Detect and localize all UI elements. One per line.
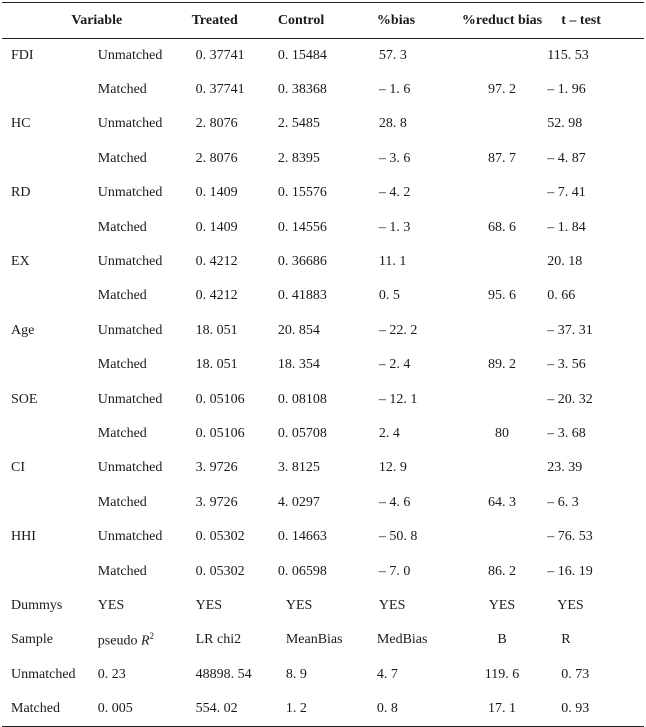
stats-b: 17. 1 [487,700,516,716]
table-row [2,279,644,313]
dummies-value: YES [557,597,584,613]
bias-value: 0. 5 [378,288,400,304]
variable-name: RD [11,185,31,201]
control-value: 4. 0297 [277,494,320,510]
stats-r: 0. 73 [561,666,590,682]
sample-type: Unmatched [97,391,163,407]
sample-type: Unmatched [97,185,163,201]
bias-value: – 22. 2 [378,322,418,338]
table-row [2,39,644,73]
t-test-value: – 4. 87 [547,150,586,166]
sample-type: Matched [97,494,147,510]
t-test-value: 20. 18 [547,254,583,270]
bias-value: 2. 4 [378,425,400,441]
sample-type: Unmatched [97,254,163,270]
dummies-value: YES [378,597,406,613]
t-test-value: 0. 66 [547,288,576,304]
t-test-value: – 7. 41 [547,185,586,201]
sample-type: Unmatched [97,116,163,132]
stats-medbias: 4. 7 [376,666,398,682]
sample-type: Matched [97,150,147,166]
reduct-bias-value [457,176,548,210]
bias-value: 28. 8 [378,116,407,132]
reduct-bias-value: 97. 2 [487,82,516,98]
stats-pseudo-r2-label [98,623,192,657]
dummies-value: YES [285,597,313,613]
treated-value: 0. 37741 [195,47,245,63]
sample-type: Matched [97,357,147,373]
sample-type: Matched [97,219,147,235]
bias-value: 11. 1 [378,254,407,270]
stats-meanbias: 1. 2 [285,700,307,716]
stats-pseudo-r2: 0. 23 [97,666,126,682]
header-variable: Variable [71,12,123,28]
t-test-value: 23. 39 [547,460,583,476]
header-reduct-bias: %reduct bias [461,12,543,28]
treated-value: 0. 1409 [195,185,238,201]
r-superscript: 2 [149,631,155,641]
pseudo-text: pseudo [97,633,138,649]
stats-lr: 48898. 54 [195,666,252,682]
t-test-value: – 1. 84 [547,219,586,235]
table-row [2,245,644,279]
reduct-bias-value [457,520,548,554]
bias-value: – 1. 3 [378,219,411,235]
table-row [2,417,644,451]
table-row [2,210,644,244]
sample-type: Unmatched [97,460,163,476]
reduct-bias-value [457,245,548,279]
treated-value: 0. 05106 [195,391,245,407]
balance-test-table [2,2,644,727]
variable-name: SOE [11,391,38,407]
table-header-row [2,3,644,39]
reduct-bias-value: 68. 6 [487,219,516,235]
t-test-value: – 16. 19 [547,563,593,579]
reduct-bias-value: 87. 7 [487,150,516,166]
stats-medbias-label: MedBias [376,632,428,648]
variable-name [2,486,98,520]
variable-name: HHI [11,529,36,545]
bias-value: 12. 9 [378,460,407,476]
stats-pseudo-r2: 0. 005 [97,700,133,716]
t-test-value: – 6. 3 [547,494,579,510]
table-row [2,348,644,382]
stats-meanbias-label: MeanBias [285,632,343,648]
stats-meanbias: 8. 9 [285,666,307,682]
treated-value: 0. 37741 [195,82,245,98]
bias-value: – 4. 2 [378,185,411,201]
sample-type: Matched [97,563,147,579]
sample-type: Unmatched [97,529,163,545]
t-test-value: 115. 53 [547,47,589,63]
stats-r-label: R [561,632,571,648]
bias-value: – 1. 6 [378,82,411,98]
stats-lr-label: LR chi2 [195,632,242,648]
control-value: 20. 854 [277,322,320,338]
t-test-value: – 1. 96 [547,82,586,98]
dummies-row [2,589,644,623]
treated-value: 2. 8076 [195,150,238,166]
r-symbol: R [140,633,150,649]
control-value: 0. 14556 [277,219,327,235]
control-value: 0. 15576 [277,185,327,201]
table-row [2,451,644,485]
table-row [2,520,644,554]
dummies-value: YES [488,597,516,613]
reduct-bias-value: 95. 6 [487,288,516,304]
variable-name [2,210,98,244]
bias-value: – 2. 4 [378,357,411,373]
reduct-bias-value [457,39,548,73]
reduct-bias-value: 86. 2 [487,563,516,579]
treated-value: 0. 05302 [195,529,245,545]
variable-name [2,417,98,451]
t-test-value: – 3. 56 [547,357,586,373]
control-value: 0. 14663 [277,529,327,545]
variable-name: Age [11,322,35,338]
t-test-value: – 3. 68 [547,425,586,441]
sample-type: Matched [97,82,147,98]
sample-type: Matched [97,425,147,441]
reduct-bias-value: 89. 2 [487,357,516,373]
stats-row-label: Matched [11,700,60,716]
stats-row-matched [2,692,644,726]
table-row [2,314,644,348]
stats-b: 119. 6 [484,666,520,682]
table-body [2,39,644,727]
stats-row-label: Unmatched [11,666,76,682]
treated-value: 18. 051 [195,322,238,338]
control-value: 2. 5485 [277,116,320,132]
stats-row-unmatched [2,658,644,692]
treated-value: 0. 4212 [195,288,238,304]
dummies-value: YES [97,597,125,613]
dummies-value: YES [195,597,223,613]
control-value: 0. 05708 [277,425,327,441]
treated-value: 0. 05106 [195,425,245,441]
treated-value: 3. 9726 [195,494,238,510]
treated-value: 3. 9726 [195,460,238,476]
stats-sample-label: Sample [11,632,53,648]
control-value: 0. 15484 [277,47,327,63]
bias-value: – 3. 6 [378,150,411,166]
variable-name [2,73,98,107]
variable-name [2,279,98,313]
treated-value: 18. 051 [195,357,238,373]
reduct-bias-value [457,382,548,416]
variable-name: HC [11,116,31,132]
header-treated: Treated [191,12,238,28]
bias-value: – 4. 6 [378,494,411,510]
sample-type: Unmatched [97,47,163,63]
table-row [2,486,644,520]
variable-name [2,142,98,176]
table-row [2,73,644,107]
treated-value: 0. 1409 [195,219,238,235]
bias-value: – 12. 1 [378,391,418,407]
bias-value: 57. 3 [378,47,407,63]
bias-value: – 50. 8 [378,529,418,545]
variable-name: FDI [11,47,34,63]
dummies-label: Dummys [11,597,63,613]
variable-name [2,554,98,588]
control-value: 0. 41883 [277,288,327,304]
variable-name: EX [11,254,30,270]
reduct-bias-value: 80 [494,425,509,441]
table-row [2,107,644,141]
header-bias: %bias [376,12,416,28]
control-value: 0. 06598 [277,563,327,579]
t-test-value: – 37. 31 [547,322,593,338]
bias-value: – 7. 0 [378,563,411,579]
table-row [2,142,644,176]
stats-medbias: 0. 8 [376,700,398,716]
stats-lr: 554. 02 [195,700,238,716]
t-test-value: 52. 98 [547,116,583,132]
variable-name: CI [11,460,25,476]
treated-value: 2. 8076 [195,116,238,132]
control-value: 0. 38368 [277,82,327,98]
reduct-bias-value: 64. 3 [487,494,516,510]
table-row [2,176,644,210]
table-row [2,382,644,416]
reduct-bias-value [457,314,548,348]
header-t-test: t – test [561,12,601,28]
stats-header-row [2,623,644,657]
reduct-bias-value [457,107,548,141]
table-row [2,554,644,588]
control-value: 0. 36686 [277,254,327,270]
stats-r: 0. 93 [561,700,590,716]
control-value: 18. 354 [277,357,320,373]
treated-value: 0. 4212 [195,254,238,270]
control-value: 2. 8395 [277,150,320,166]
treated-value: 0. 05302 [195,563,245,579]
header-control: Control [277,12,325,28]
t-test-value: – 76. 53 [547,529,593,545]
reduct-bias-value [457,451,548,485]
t-test-value: – 20. 32 [547,391,593,407]
control-value: 0. 08108 [277,391,327,407]
sample-type: Matched [97,288,147,304]
control-value: 3. 8125 [277,460,320,476]
sample-type: Unmatched [97,322,163,338]
stats-b-label: B [497,632,507,648]
variable-name [2,348,98,382]
